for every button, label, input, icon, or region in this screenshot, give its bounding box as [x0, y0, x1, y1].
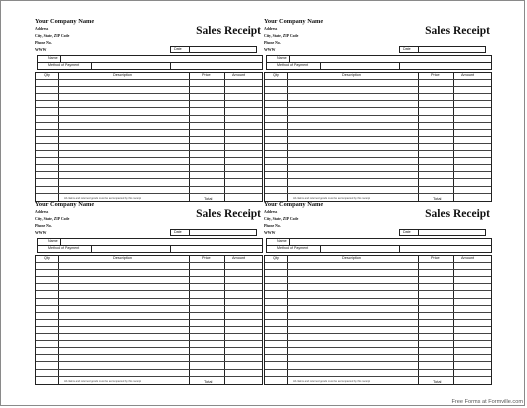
name-label: Name: [277, 239, 287, 243]
table-row-line: [265, 369, 491, 370]
table-row-line: [265, 312, 491, 313]
table-row-line: [36, 136, 262, 137]
table-row-line: [36, 129, 262, 130]
table-row-line: [265, 333, 491, 334]
table-row-line: [36, 143, 262, 144]
table-row-line: [265, 361, 491, 362]
table-row-line: [265, 157, 491, 158]
col-qty: Qty: [273, 256, 279, 260]
date-field[interactable]: [399, 46, 486, 53]
company-www: WWW: [264, 231, 276, 235]
table-row-line: [265, 122, 491, 123]
date-label: Date: [403, 230, 411, 234]
company-city: City, State, ZIP Code: [35, 217, 70, 221]
date-label: Date: [174, 230, 182, 234]
table-row-line: [36, 276, 262, 277]
col-amount: Amount: [461, 73, 475, 77]
total-label: Total: [433, 379, 442, 384]
col-description: Description: [342, 73, 361, 77]
company-phone: Phone No.: [264, 41, 281, 45]
name-label: Name: [277, 56, 287, 60]
payment-label: Method of Payment: [48, 246, 80, 250]
payment-label: Method of Payment: [277, 63, 309, 67]
table-row-line: [265, 178, 491, 179]
col-amount: Amount: [232, 256, 246, 260]
sales-receipt: [35, 201, 263, 385]
table-row-line: [36, 312, 262, 313]
items-table: [264, 72, 492, 202]
company-name: Your Company Name: [264, 201, 324, 208]
total-label: Total: [433, 196, 442, 201]
company-www: WWW: [35, 231, 47, 235]
company-phone: Phone No.: [264, 224, 281, 228]
table-row-line: [265, 298, 491, 299]
name-label: Name: [48, 239, 58, 243]
col-description: Description: [113, 256, 132, 260]
col-price: Price: [431, 73, 440, 77]
company-phone: Phone No.: [35, 41, 52, 45]
company-name: Your Company Name: [35, 201, 95, 208]
table-row-line: [265, 319, 491, 320]
date-label: Date: [403, 47, 411, 51]
company-address: Address: [264, 210, 278, 214]
table-row-line: [36, 333, 262, 334]
customer-box: [266, 238, 492, 253]
company-city: City, State, ZIP Code: [264, 34, 299, 38]
table-row-line: [265, 326, 491, 327]
table-row-line: [265, 150, 491, 151]
receipt-title: Sales Receipt: [196, 25, 261, 37]
sales-receipt: [264, 201, 492, 385]
table-row-line: [36, 376, 262, 377]
col-price: Price: [431, 256, 440, 260]
table-row-line: [265, 143, 491, 144]
company-address: Address: [264, 27, 278, 31]
table-row-line: [36, 150, 262, 151]
items-table: [35, 72, 263, 202]
col-amount: Amount: [461, 256, 475, 260]
table-row-line: [36, 100, 262, 101]
col-price: Price: [202, 73, 211, 77]
customer-box: [37, 238, 263, 253]
company-city: City, State, ZIP Code: [35, 34, 70, 38]
table-row-line: [265, 93, 491, 94]
table-row-line: [265, 305, 491, 306]
table-row-line: [36, 354, 262, 355]
date-field[interactable]: [170, 46, 257, 53]
table-row-line: [36, 164, 262, 165]
table-row-line: [265, 269, 491, 270]
receipt-title: Sales Receipt: [425, 25, 490, 37]
company-www: WWW: [35, 48, 47, 52]
table-row-line: [265, 129, 491, 130]
table-row-line: [265, 79, 491, 80]
items-table: [35, 255, 263, 385]
table-row-line: [265, 115, 491, 116]
table-row-line: [36, 319, 262, 320]
company-name: Your Company Name: [35, 18, 95, 25]
payment-label: Method of Payment: [48, 63, 80, 67]
table-row-line: [265, 136, 491, 137]
return-note: All claims and returned goods must be accompanied by this receipt: [293, 197, 370, 200]
table-row-line: [265, 290, 491, 291]
table-row-line: [265, 262, 491, 263]
table-row-line: [36, 326, 262, 327]
col-qty: Qty: [44, 256, 50, 260]
customer-box: [266, 55, 492, 70]
col-description: Description: [113, 73, 132, 77]
date-field[interactable]: [170, 229, 257, 236]
table-row-line: [265, 276, 491, 277]
table-row-line: [265, 376, 491, 377]
table-row-line: [265, 283, 491, 284]
col-price: Price: [202, 256, 211, 260]
table-row-line: [36, 115, 262, 116]
table-row-line: [36, 290, 262, 291]
table-row-line: [265, 164, 491, 165]
table-row-line: [36, 369, 262, 370]
table-row-line: [36, 122, 262, 123]
table-row-line: [36, 269, 262, 270]
company-city: City, State, ZIP Code: [264, 217, 299, 221]
table-row-line: [36, 157, 262, 158]
table-row-line: [265, 86, 491, 87]
table-row-line: [36, 193, 262, 194]
table-row-line: [265, 171, 491, 172]
table-row-line: [36, 79, 262, 80]
table-row-line: [36, 107, 262, 108]
customer-box: [37, 55, 263, 70]
sales-receipt: [35, 18, 263, 202]
table-row-line: [265, 193, 491, 194]
table-row-line: [36, 361, 262, 362]
table-row-line: [36, 86, 262, 87]
total-label: Total: [204, 379, 213, 384]
col-qty: Qty: [44, 73, 50, 77]
receipt-title: Sales Receipt: [196, 208, 261, 220]
return-note: All claims and returned goods must be accompanied by this receipt: [64, 197, 141, 200]
company-address: Address: [35, 210, 49, 214]
col-description: Description: [342, 256, 361, 260]
col-amount: Amount: [232, 73, 246, 77]
table-row-line: [36, 305, 262, 306]
company-address: Address: [35, 27, 49, 31]
date-field[interactable]: [399, 229, 486, 236]
table-row-line: [265, 186, 491, 187]
receipt-title: Sales Receipt: [425, 208, 490, 220]
company-name: Your Company Name: [264, 18, 324, 25]
return-note: All claims and returned goods must be accompanied by this receipt: [293, 380, 370, 383]
table-row-line: [36, 178, 262, 179]
table-row-line: [36, 171, 262, 172]
col-qty: Qty: [273, 73, 279, 77]
table-row-line: [36, 298, 262, 299]
table-row-line: [265, 347, 491, 348]
table-row-line: [265, 340, 491, 341]
company-www: WWW: [264, 48, 276, 52]
table-row-line: [36, 283, 262, 284]
footer-credit[interactable]: Free Forms at Formville.com: [451, 399, 523, 405]
table-row-line: [36, 93, 262, 94]
table-row-line: [265, 107, 491, 108]
table-row-line: [265, 354, 491, 355]
table-row-line: [36, 262, 262, 263]
table-row-line: [36, 347, 262, 348]
name-label: Name: [48, 56, 58, 60]
total-label: Total: [204, 196, 213, 201]
payment-label: Method of Payment: [277, 246, 309, 250]
table-row-line: [265, 100, 491, 101]
sales-receipt: [264, 18, 492, 202]
return-note: All claims and returned goods must be accompanied by this receipt: [64, 380, 141, 383]
table-row-line: [36, 340, 262, 341]
table-row-line: [36, 186, 262, 187]
items-table: [264, 255, 492, 385]
company-phone: Phone No.: [35, 224, 52, 228]
date-label: Date: [174, 47, 182, 51]
